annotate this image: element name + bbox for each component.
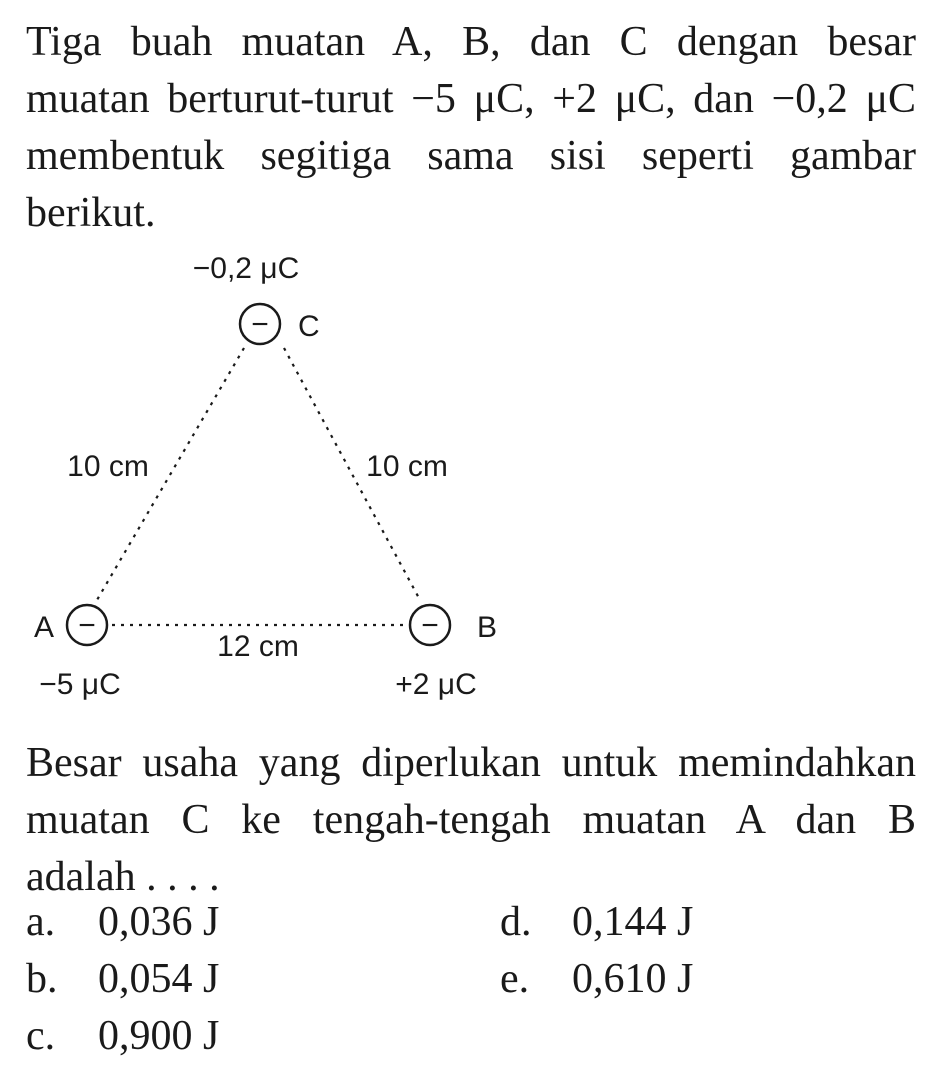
charge-b-value: +2 μC — [395, 668, 477, 701]
option-a-letter: a. — [26, 899, 56, 945]
option-a[interactable] — [26, 897, 219, 947]
question-line-3: adalah . . . . — [26, 854, 220, 900]
question-text — [26, 735, 916, 906]
charge-b-sign: − — [421, 609, 439, 642]
statement-line-3: membentuk segitiga sama sisi seperti gambar — [26, 133, 916, 179]
option-c-text: 0,900 J — [98, 1013, 220, 1059]
charge-c — [193, 252, 320, 344]
charge-c-label: C — [298, 310, 320, 343]
charge-a-value: −5 μC — [39, 668, 121, 701]
option-c-letter: c. — [26, 1013, 56, 1059]
option-a-text: 0,036 J — [98, 899, 220, 945]
charge-triangle-diagram — [0, 240, 940, 710]
charge-b — [395, 605, 497, 701]
question-line-1: Besar usaha yang diperlukan untuk memindahkan — [26, 740, 916, 786]
option-b[interactable] — [26, 954, 219, 1004]
charge-a — [34, 605, 121, 701]
option-e[interactable] — [500, 954, 693, 1004]
side-ac-length: 10 cm — [67, 450, 149, 483]
charge-c-value: −0,2 μC — [192, 252, 300, 285]
option-b-text: 0,054 J — [98, 956, 220, 1002]
option-d-letter: d. — [500, 899, 532, 945]
side-ab-length: 12 cm — [217, 630, 299, 663]
statement-line-4: berikut. — [26, 190, 156, 236]
statement-line-1: Tiga buah muatan A, B, dan C dengan besar — [26, 19, 916, 65]
charge-a-sign: − — [78, 609, 96, 642]
charge-a-label: A — [33, 611, 55, 644]
statement-line-2: muatan berturut-turut −5 μC, +2 μC, dan −0,2 μC — [26, 76, 916, 122]
side-bc-length: 10 cm — [366, 450, 448, 483]
charge-c-sign: − — [251, 308, 269, 341]
option-c[interactable] — [26, 1011, 219, 1061]
problem-statement — [26, 14, 916, 242]
option-d-text: 0,144 J — [572, 899, 694, 945]
option-e-letter: e. — [500, 956, 530, 1002]
option-b-letter: b. — [26, 956, 58, 1002]
question-line-2: muatan C ke tengah-tengah muatan A dan B — [26, 797, 916, 843]
option-e-text: 0,610 J — [572, 956, 694, 1002]
option-d[interactable] — [500, 897, 693, 947]
charge-b-label: B — [476, 611, 498, 644]
